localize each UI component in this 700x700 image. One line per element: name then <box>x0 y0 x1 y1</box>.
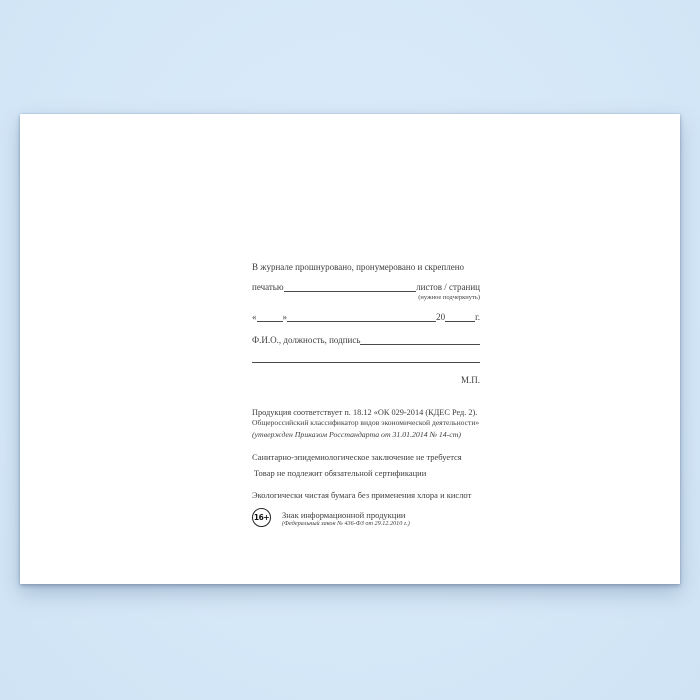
compliance-line2: Общероссийский классификатор видов экономической деятельности» <box>252 418 480 427</box>
age-mark-row <box>252 508 480 528</box>
age-16-plus-value: 16+ <box>253 513 270 522</box>
blank-underline-full <box>252 354 480 363</box>
text-block <box>252 114 480 584</box>
compliance-line1: Продукция соответствует п. 18.12 «ОК 029-2014 (КДЕС Ред. 2). <box>252 408 478 417</box>
sheets-label: листов / страниц <box>416 282 480 292</box>
blank-underline-signature <box>360 336 480 345</box>
binding-statement: В журнале прошнуровано, пронумеровано и скреплено <box>252 262 465 272</box>
age-mark-law: (Федеральный закон № 436-ФЗ от 29.12.2010 г.) <box>282 520 410 527</box>
age-mark-caption <box>282 508 410 528</box>
signature-row <box>252 335 480 346</box>
product-compliance-block <box>252 408 480 440</box>
blank-underline-year <box>445 313 475 322</box>
blank-underline-month <box>287 313 436 322</box>
quote-open: « <box>252 312 257 322</box>
date-row <box>252 312 480 323</box>
quote-close: » <box>282 312 287 322</box>
blank-underline-day <box>257 313 283 322</box>
age-mark-label: Знак информационной продукции <box>282 510 406 520</box>
sanitary-statement: Санитарно-эпидемиологическое заключение не требуется <box>252 452 462 462</box>
seal-label: печатью <box>252 282 284 292</box>
journal-back-page <box>20 114 680 584</box>
compliance-line3: (утвержден Приказом Росстандарта от 31.01.2014 № 14-ст) <box>252 430 461 439</box>
ecology-statement: Экологически чистая бумага без применения хлора и кислот <box>252 490 472 500</box>
certification-statement: Товар не подлежит обязательной сертификации <box>254 468 427 478</box>
blank-line-row <box>252 354 480 364</box>
blank-underline-sheets <box>284 283 417 292</box>
seal-row <box>252 282 480 293</box>
underline-note: (нужное подчеркнуть) <box>418 294 480 301</box>
stamp-place-label: М.П. <box>460 375 480 385</box>
name-label: Ф.И.О., должность, подпись <box>252 335 361 345</box>
year-suffix: г. <box>475 312 480 322</box>
year-prefix: 20 <box>436 312 446 322</box>
age-16-plus-icon <box>252 508 271 527</box>
